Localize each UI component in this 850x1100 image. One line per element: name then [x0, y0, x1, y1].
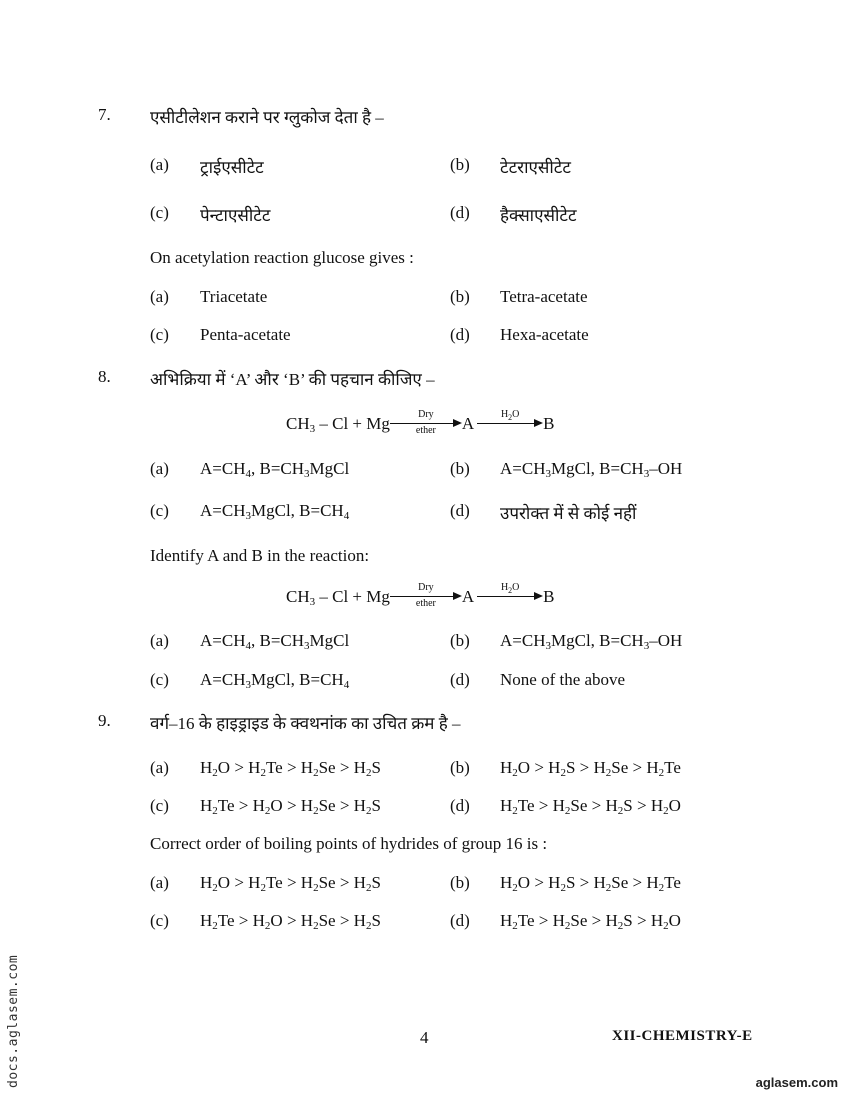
reaction-arrow-1: Dry ether [390, 582, 462, 612]
q8-hi-option-b-label: (b) [450, 459, 470, 478]
q9-en-option-c: $H_2Te > H_2O > H_2Se > H_2S$ [200, 911, 381, 932]
reaction-equation-hindi [286, 409, 555, 439]
q8-en-option-a-label: (a) [150, 631, 169, 650]
q9-hi-option-d: $H_2Te > H_2Se > H_2S > H_2O$ [500, 796, 681, 817]
q8-hi-option-c-label: (c) [150, 501, 169, 520]
reaction-arrow-1: Dry ether [390, 409, 462, 439]
question-8-stem-english: Identify A and B in the reaction: [150, 546, 370, 565]
q7-en-option-d: Hexa-acetate [500, 325, 589, 344]
q8-hi-option-c: $A=CH_3MgCl$, $B=CH_4$ [200, 501, 350, 522]
question-7-stem-english: On acetylation reaction glucose gives : [150, 248, 414, 267]
question-8-stem-hindi: अभिक्रिया में ‘A’ और ‘B’ की पहचान कीजिए – [150, 370, 435, 389]
q7-en-option-a-label: (a) [150, 287, 169, 306]
q8-en-option-b: $A=CH_3MgCl$, $B=CH_3-OH$ [500, 631, 683, 652]
question-9-number: 9. [98, 711, 111, 730]
intermediate-a: A [461, 414, 475, 433]
side-watermark: docs.aglasem.com [6, 954, 21, 1088]
q8-en-option-d: None of the above [500, 670, 626, 689]
q9-hi-option-d-label: (d) [450, 796, 470, 815]
q7-hi-option-c: पेन्टाएसीटेट [200, 206, 271, 225]
product-b: B [543, 587, 555, 606]
q9-en-option-a-label: (a) [150, 873, 169, 892]
q9-hi-option-b: $H_2O > H_2S > H_2Se > H_2Te$ [500, 758, 681, 779]
q8-en-option-c-label: (c) [150, 670, 169, 689]
q9-en-option-d-label: (d) [450, 911, 470, 930]
reaction-arrow-2: $H_2O$ [477, 582, 543, 612]
q9-en-option-b-label: (b) [450, 873, 470, 892]
page-number: 4 [420, 1028, 429, 1047]
q9-en-option-a: $H_2O > H_2Te > H_2Se > H_2S$ [200, 873, 381, 894]
question-7-stem-hindi: एसीटीलेशन कराने पर ग्लुकोज देता है – [150, 108, 384, 127]
q7-en-option-b: Tetra-acetate [500, 287, 588, 306]
q7-en-option-a: Triacetate [200, 287, 268, 306]
q8-en-option-a: $A=CH_4$, $B=CH_3MgCl$ [200, 631, 350, 652]
q7-hi-option-b: टेटराएसीटेट [500, 158, 571, 177]
q8-en-option-b-label: (b) [450, 631, 470, 650]
q9-hi-option-c-label: (c) [150, 796, 169, 815]
reactant: $CH_3 - Cl + Mg$ [286, 414, 390, 435]
corner-watermark: aglasem.com [755, 1075, 838, 1090]
q8-en-option-c: $A=CH_3MgCl$, $B=CH_4$ [200, 670, 350, 691]
q9-en-option-d: $H_2Te > H_2Se > H_2S > H_2O$ [500, 911, 681, 932]
question-9-stem-hindi: वर्ग–16 के हाइड्राइड के क्वथनांक का उचित क्रम है – [150, 714, 461, 733]
intermediate-a: A [461, 587, 475, 606]
q7-en-option-d-label: (d) [450, 325, 470, 344]
q8-hi-option-a: $A=CH_4$, $B=CH_3MgCl$ [200, 459, 350, 480]
product-b: B [543, 414, 555, 433]
question-9-stem-english: Correct order of boiling points of hydrides of group 16 is : [150, 834, 548, 853]
q9-en-option-c-label: (c) [150, 911, 169, 930]
reaction-equation-english [286, 582, 555, 612]
q7-hi-option-a-label: (a) [150, 155, 169, 174]
q9-hi-option-c: $H_2Te > H_2O > H_2Se > H_2S$ [200, 796, 381, 817]
q8-hi-option-b: $A=CH_3MgCl$, $B=CH_3-OH$ [500, 459, 683, 480]
q7-hi-option-b-label: (b) [450, 155, 470, 174]
question-8-number: 8. [98, 367, 111, 386]
q7-en-option-c-label: (c) [150, 325, 169, 344]
reaction-arrow-2: $H_2O$ [477, 409, 543, 439]
q7-hi-option-d-label: (d) [450, 203, 470, 222]
q8-hi-option-d: उपरोक्त में से कोई नहीं [500, 504, 637, 523]
q7-en-option-b-label: (b) [450, 287, 470, 306]
q8-en-option-d-label: (d) [450, 670, 470, 689]
q7-en-option-c: Penta-acetate [200, 325, 291, 344]
q9-en-option-b: $H_2O > H_2S > H_2Se > H_2Te$ [500, 873, 681, 894]
q7-hi-option-d: हैक्साएसीटेट [500, 206, 577, 225]
q7-hi-option-a: ट्राईएसीटेट [200, 158, 264, 177]
q8-hi-option-d-label: (d) [450, 501, 470, 520]
reactant: $CH_3 - Cl + Mg$ [286, 587, 390, 608]
q9-hi-option-a: $H_2O > H_2Te > H_2Se > H_2S$ [200, 758, 381, 779]
question-7-number: 7. [98, 105, 111, 124]
q9-hi-option-b-label: (b) [450, 758, 470, 777]
q8-hi-option-a-label: (a) [150, 459, 169, 478]
paper-code: XII-CHEMISTRY-E [612, 1028, 753, 1044]
q9-hi-option-a-label: (a) [150, 758, 169, 777]
q7-hi-option-c-label: (c) [150, 203, 169, 222]
